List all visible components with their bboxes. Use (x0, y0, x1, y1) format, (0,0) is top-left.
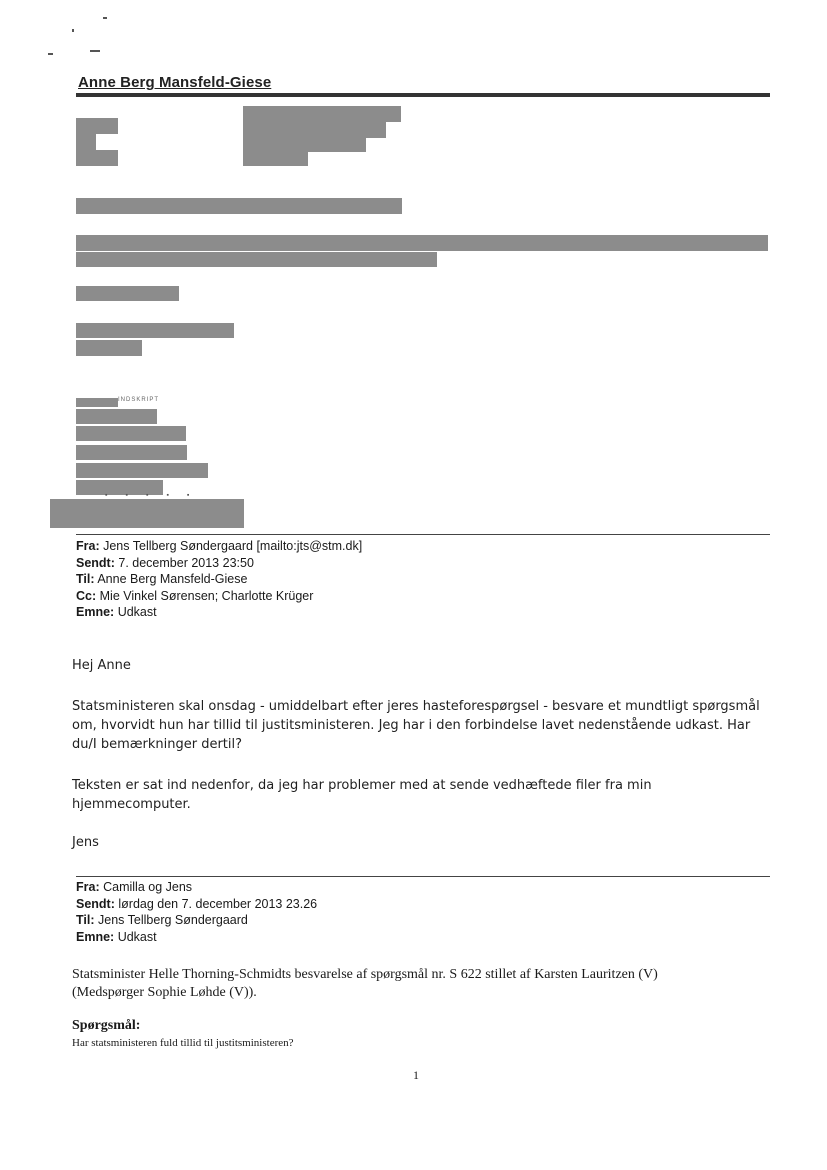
scan-speck (72, 29, 74, 32)
sent-value: lørdag den 7. december 2013 23.26 (118, 896, 318, 911)
email1-paragraph-1: Statsministeren skal onsdag - umiddelbart efter jeres hasteforespørgsel - besvare et mundtligt spørgsmål om, hvorvidt hun har tillid til justitsministeren. Jeg har i den forbindelse lavet nedenstående udkast. Har du/I bemærkninger dertil? (72, 699, 760, 752)
title-rule (76, 93, 770, 97)
email2-header (76, 879, 317, 945)
sent-line: Sendt: lørdag den 7. december 2013 23.26 (76, 896, 318, 911)
email-separator (76, 534, 770, 535)
signature: Jens (72, 835, 99, 850)
to-value: Jens Tellberg Søndergaard (98, 913, 248, 927)
email1-paragraph-2: Teksten er sat ind nedenfor, da jeg har problemer med at sende vedhæftede filer fra min hjemmecomputer. (72, 778, 652, 812)
question-heading: Spørgsmål: (72, 1018, 141, 1033)
from-value: Jens Tellberg Søndergaard [mailto:jts@stm.dk] (103, 539, 363, 553)
subject-value: Udkast (117, 929, 157, 944)
cc-line: Cc: Mie Vinkel Sørensen; Charlotte Krüger (76, 588, 314, 603)
cc-value: Mie Vinkel Sørensen; Charlotte Krüger (99, 588, 314, 603)
scan-dots: ▪▪▪▪▪ (105, 492, 208, 499)
subject-line: Emne: Udkast (76, 605, 157, 619)
sent-value: 7. december 2013 23:50 (118, 555, 254, 570)
page-title: Anne Berg Mansfeld-Giese (78, 74, 272, 91)
email-separator (76, 876, 770, 877)
sent-line: Sendt: 7. december 2013 23:50 (76, 555, 254, 570)
page-number: 1 (413, 1068, 419, 1082)
email2-body: Statsminister Helle Thorning-Schmidts besvarelse af spørgsmål nr. S 622 stillet af Karsten Lauritzen (V) (Medspørger Sophie Løhde (V)). (72, 967, 658, 1000)
scan-speck (48, 53, 53, 55)
question-text: Har statsministeren fuld tillid til justitsministeren? (72, 1037, 294, 1049)
scan-speck (90, 50, 100, 52)
subject-line: Emne: Udkast (76, 929, 157, 944)
from-line: Fra: Camilla og Jens (76, 880, 193, 894)
to-line: Til: Anne Berg Mansfeld-Giese (76, 572, 248, 586)
from-value: Camilla og Jens (103, 880, 193, 894)
from-line: Fra: Jens Tellberg Søndergaard [mailto:jts@stm.dk] (76, 539, 363, 553)
scan-speck (103, 17, 107, 19)
subject-value: Udkast (117, 605, 157, 619)
stamp-text: INDSKRIPT (118, 397, 160, 403)
greeting: Hej Anne (72, 658, 131, 673)
email1-header (76, 538, 362, 621)
to-line: Til: Jens Tellberg Søndergaard (76, 913, 248, 927)
to-value: Anne Berg Mansfeld-Giese (97, 572, 248, 586)
